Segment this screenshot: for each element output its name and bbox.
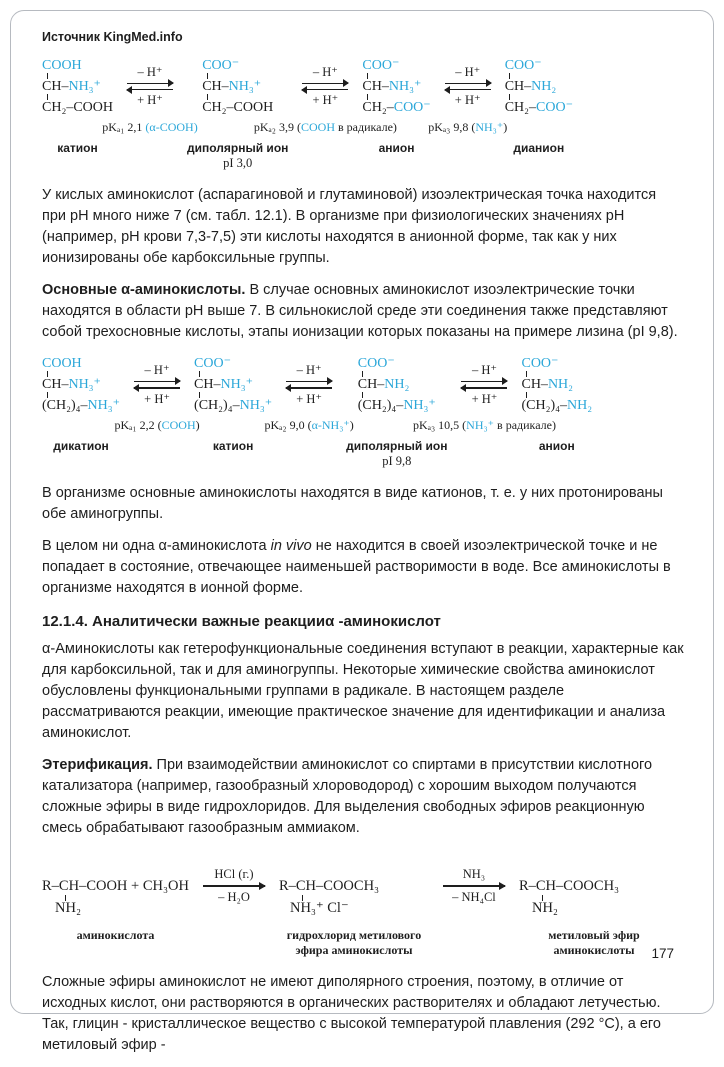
formula-fragment: CH– <box>362 79 389 94</box>
arrow-bottom-label: – H₂O <box>218 889 250 904</box>
arrow-top-label: – H⁺ <box>455 64 481 79</box>
latin-term: in vivo <box>270 538 312 555</box>
formula-fragment: (CH₂)₄– <box>194 398 240 414</box>
pk-text: pKₐ₂ 3,9 ( <box>253 120 301 134</box>
term-caption: метиловый эфир аминокислоты <box>548 928 640 958</box>
pk-text: ) <box>503 120 508 134</box>
arrow-top-label: – H⁺ <box>312 64 338 79</box>
formula-line <box>194 377 272 392</box>
structure-caption: диполярный ион <box>187 141 289 155</box>
arrow-bottom-label: + H⁺ <box>312 93 339 108</box>
arrow-top-label: NH₃ <box>462 867 486 882</box>
paragraph-cation-form: В организме основные аминокислоты находятся в виде катионов, т. е. у них протонированы обе аминогруппы. <box>42 485 663 523</box>
formula-fragment: (CH₂)₄– <box>357 398 404 414</box>
formula-line: COO⁻ <box>202 58 240 73</box>
arrow-bottom-label: – NH₄Cl <box>452 889 496 904</box>
arrow-bottom-label: + H⁺ <box>296 391 322 406</box>
formula-line: COO⁻ <box>504 58 542 73</box>
pk-text: pKₐ₁ 2,2 ( <box>114 418 162 433</box>
formula-line: R–CH–COOH + CH₃OH <box>42 878 189 895</box>
formula-fragment: CH– <box>42 79 69 94</box>
formula-line <box>521 377 592 392</box>
ionization-scheme-acidic <box>42 56 684 171</box>
formula-sub: NH₂ <box>531 900 558 917</box>
formula-fragment: CH₂–COOH <box>202 100 274 115</box>
right-arrow-icon <box>443 885 505 887</box>
pk-label <box>253 117 397 137</box>
formula-sub: NH₂ <box>55 900 81 917</box>
formula-fragment: NH₃⁺ <box>87 398 121 414</box>
double-arrow-icon <box>302 83 348 91</box>
formula-fragment: NH₂ <box>384 377 410 393</box>
formula-line: R–CH–COOCH₃ <box>518 878 620 895</box>
formula-fragment: COO⁻ <box>536 100 573 115</box>
chem-structure-dianion <box>505 58 573 115</box>
chem-structure-zwitterion <box>358 356 436 413</box>
page-number: 177 <box>651 946 674 961</box>
double-arrow-icon <box>286 381 332 389</box>
structure-caption: дианион <box>513 141 565 155</box>
formula-line: COOH <box>42 58 82 73</box>
paragraph-lead: Основные α-аминокислоты. <box>42 282 246 299</box>
pk-text: pKₐ₁ 2,1 <box>102 120 146 134</box>
pk-group: COOH <box>161 418 196 433</box>
pk-label <box>413 415 556 435</box>
formula-line <box>42 377 120 392</box>
paragraph-rest: При взаимодействии аминокислот со спиртами в присутствии кислотного катализатора (например, газообразный хлороводород) с хорошим выходом получаются сложные эфиры в виде гидрохлоридов. Для выделения свободных эфиров реакционную смесь обрабатывают газообразным аммиаком. <box>42 757 653 837</box>
paragraph-esters-properties: Сложные эфиры аминокислот не имеют диполярного строения, поэтому, в отличие от исходных кислот, они растворяются в органических растворителях и обладают летучестью. Так, глицин - кристаллическое вещество с высокой температурой плавления (292 °C), а его метиловый эфир - <box>42 974 661 1054</box>
equilibrium-arrow <box>443 65 493 109</box>
formula-fragment: NH₂ <box>567 398 593 414</box>
structure-caption: анион <box>378 141 415 155</box>
arrow-bottom-label: + H⁺ <box>454 93 481 108</box>
chem-structure-anion <box>362 58 430 115</box>
paragraph-part: не находится в своей изоэлектрической точке и не попадает в состояние, отвечающее наименьшей растворимости в воде. Все аминокислоты в организме находятся в ионной форме. <box>42 538 671 597</box>
formula-line: COO⁻ <box>521 356 559 372</box>
pk-text: в радикале) <box>494 418 556 433</box>
pk-group: NH₃⁺ <box>466 418 495 433</box>
formula-line <box>42 398 120 413</box>
pk-group: (α-COOH) <box>145 120 198 134</box>
formula-fragment: (CH₂)₄– <box>42 398 88 414</box>
isoelectric-point: pI 9,8 <box>382 454 412 469</box>
pk-label <box>264 415 354 435</box>
formula-sub: NH₃⁺ Cl⁻ <box>289 900 349 917</box>
formula-line <box>42 100 113 115</box>
paragraph-reactions-intro: α-Аминокислоты как гетерофункциональные соединения вступают в реакции, характерные как для карбоксильной, так и для аминогруппы. Некоторые химические свойства аминокислот обусловлены функциональными группами в радикале. В настоящем разделе рассматриваются реакции, имеющие практическое значение для идентификации и анализа аминокислот. <box>42 641 684 742</box>
arrow-bottom-label: + H⁺ <box>137 93 163 108</box>
paragraph-basic-aminoacids <box>42 280 684 343</box>
paragraph-rest: В случае основных аминокислот изоэлектрические точки находятся в области pH выше 7. В сильнокислой среде эти соединения также представляют собой трехосновные кислоты, этапы ионизации которых показаны на примере лизина (pI 9,8). <box>42 282 678 341</box>
pk-text: pKₐ₃ 9,8 ( <box>428 120 476 134</box>
formula-fragment: CH– <box>357 377 385 393</box>
paragraph-esterification <box>42 755 684 839</box>
structure-caption: диполярный ион <box>346 439 448 454</box>
formula-line <box>42 79 113 94</box>
formula-fragment: CH– <box>521 377 548 393</box>
reaction-term-aminoacid <box>42 877 189 943</box>
equilibrium-arrow <box>125 65 175 109</box>
formula-line <box>505 100 573 115</box>
arrow-top-label: – H⁺ <box>471 362 497 377</box>
reaction-term-hydrochloride <box>279 877 429 958</box>
formula-fragment: COO⁻ <box>393 100 431 115</box>
formula-fragment: NH₃⁺ <box>68 79 101 94</box>
right-arrow-icon <box>203 885 265 887</box>
page-content <box>42 30 684 1067</box>
formula-fragment: CH– <box>42 377 69 393</box>
paragraph-in-vivo <box>42 536 684 599</box>
formula-fragment: NH₂ <box>531 79 557 94</box>
formula-fragment: CH₂–COOH <box>42 100 113 115</box>
formula-fragment: CH– <box>504 79 532 94</box>
equilibrium-arrow <box>459 363 509 407</box>
formula-line <box>521 398 592 413</box>
pk-label <box>428 117 508 137</box>
esterification-scheme <box>42 865 684 958</box>
equilibrium-arrow <box>300 65 350 109</box>
formula-line <box>202 79 273 94</box>
formula-line: COO⁻ <box>362 58 400 73</box>
formula-fragment: NH₃⁺ <box>228 79 262 94</box>
term-caption: гидрохлорид метилового эфира аминокислоты <box>286 928 422 958</box>
paragraph-lead: Этерификация. <box>42 757 153 774</box>
pk-text: pKₐ₂ 9,0 ( <box>264 418 312 433</box>
formula-line <box>202 100 273 115</box>
formula-fragment: CH– <box>194 377 221 393</box>
pk-text: в радикале) <box>335 120 397 134</box>
paragraph-part: В целом ни одна α-аминокислота <box>42 538 271 555</box>
pk-label <box>102 117 198 137</box>
pk-group: α-NH₃⁺ <box>311 418 350 433</box>
structure-caption: дикатион <box>53 439 109 454</box>
pk-text: ) <box>349 418 354 433</box>
pk-group: COOH <box>300 120 336 134</box>
formula-line <box>362 100 430 115</box>
formula-line <box>358 377 436 392</box>
chem-structure-dication <box>42 356 120 413</box>
formula-line: COO⁻ <box>194 356 231 372</box>
arrow-bottom-label: + H⁺ <box>144 391 170 406</box>
structure-caption: катион <box>57 141 98 155</box>
pk-text: pKₐ₃ 10,5 ( <box>413 418 467 433</box>
formula-fragment: NH₃⁺ <box>388 79 422 94</box>
formula-line <box>505 79 573 94</box>
pk-group: NH₃⁺ <box>475 120 504 134</box>
double-arrow-icon <box>445 83 491 91</box>
formula-line <box>362 79 430 94</box>
double-arrow-icon <box>461 381 507 389</box>
formula-fragment: NH₂ <box>547 377 574 393</box>
pk-label <box>114 415 200 435</box>
arrow-bottom-label: + H⁺ <box>471 391 498 406</box>
reaction-arrow <box>443 867 505 905</box>
formula-fragment: NH₃⁺ <box>68 377 101 393</box>
paragraph-acidic-aminoacids: У кислых аминокислот (аспарагиновой и глутаминовой) изоэлектрическая точка находится при pH много ниже 7 (см. табл. 12.1). В организме при физиологических значениях pH (например, pH крови 7,3-7,5) эти кислоты находятся в анионной форме, так как у них ионизированы обе карбоксильные группы. <box>42 187 657 267</box>
double-arrow-icon <box>127 83 173 91</box>
structure-caption: катион <box>212 439 254 454</box>
chem-structure-cation <box>42 58 113 115</box>
formula-line: COOH <box>42 356 82 372</box>
formula-fragment: NH₃⁺ <box>220 377 253 393</box>
formula-fragment: (CH₂)₄– <box>521 398 568 414</box>
chem-structure-zwitterion <box>202 58 273 115</box>
reaction-arrow <box>203 867 265 905</box>
equilibrium-arrow <box>284 363 334 407</box>
formula-fragment: NH₃⁺ <box>239 398 273 414</box>
formula-line <box>358 398 436 413</box>
ionization-scheme-basic <box>42 354 684 469</box>
formula-fragment: NH₃⁺ <box>403 398 436 414</box>
source-label: Источник KingMed.info <box>42 30 183 44</box>
chem-structure-cation <box>194 356 272 413</box>
reaction-term-methyl-ester <box>519 877 669 958</box>
arrow-top-label: – H⁺ <box>296 362 322 377</box>
formula-fragment: CH₂– <box>504 100 537 115</box>
section-heading: 12.1.4. Аналитически важные реакцииα -аминокислот <box>42 613 441 631</box>
double-arrow-icon <box>134 381 180 389</box>
formula-line: COO⁻ <box>357 356 395 372</box>
formula-fragment: CH– <box>202 79 229 94</box>
arrow-top-label: HCl (г.) <box>214 867 254 882</box>
structure-caption: анион <box>538 439 575 454</box>
pk-text: ) <box>195 418 200 433</box>
formula-fragment: CH₂– <box>362 100 394 115</box>
chem-structure-anion <box>521 356 592 413</box>
isoelectric-point: pI 3,0 <box>223 156 253 170</box>
term-caption: аминокислота <box>76 928 155 943</box>
arrow-top-label: – H⁺ <box>137 64 163 79</box>
formula-line: R–CH–COOCH₃ <box>278 878 380 895</box>
formula-line <box>194 398 272 413</box>
equilibrium-arrow <box>132 363 182 407</box>
arrow-top-label: – H⁺ <box>144 362 170 377</box>
